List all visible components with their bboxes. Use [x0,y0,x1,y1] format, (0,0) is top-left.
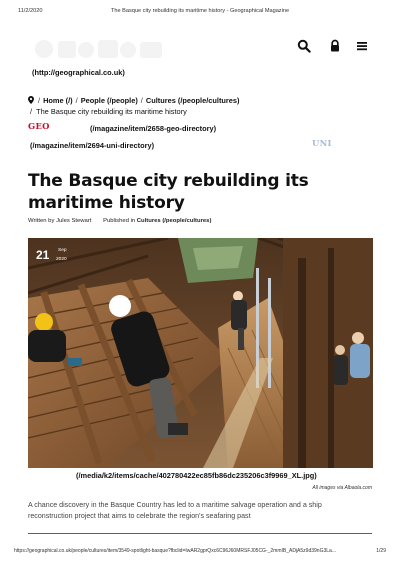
category-link[interactable]: Cultures (/people/cultures) [136,218,212,224]
menu-icon[interactable] [355,39,369,53]
author-name: Jules Stewart [56,218,92,224]
geo-directory-badge[interactable]: GEO [28,121,50,131]
print-url: https://geographical.co.uk/people/cultures/item/3549-spotlight-basque?fbclid=IwAR2gprQxc6C96J60MRSFJ05CG-_2mmIB_ADjA5z9d39nG3La... [14,548,336,554]
section-divider [28,533,372,534]
map-pin-icon [28,96,34,104]
breadcrumb: / Home (/) / People (/people) / Cultures (/people/cultures) [28,95,240,107]
image-credit: All images via Albaola.com [312,485,372,491]
breadcrumb-people[interactable]: People (/people) [80,96,138,105]
print-date: 11/2/2020 [18,8,43,14]
uni-directory-badge[interactable]: UNI [312,138,332,148]
print-title: The Basque city rebuilding its maritime history - Geographical Magazine [110,8,290,14]
print-header [18,8,382,18]
date-month: Sep [58,248,67,253]
date-year: 2020 [56,257,67,262]
article-title: The Basque city rebuilding its maritime history [28,171,309,213]
article-byline [28,218,211,224]
breadcrumb-home[interactable]: Home (/) [43,96,73,105]
site-logo[interactable] [32,36,172,62]
geo-directory-link[interactable]: (/magazine/item/2658-geo-directory) [90,124,217,133]
published-label: Published in [103,218,136,224]
breadcrumb-cultures[interactable]: Cultures (/people/cultures) [145,96,240,105]
breadcrumb-current-row: / The Basque city rebuilding its maritime history [30,107,187,116]
hero-image-link[interactable]: (/media/k2/items/cache/402780422ec85fb86dc235206c3f9969_XL.jpg) [76,471,317,480]
uni-directory-link[interactable]: (/magazine/item/2694-uni-directory) [30,141,155,150]
date-day: 21 [36,248,50,262]
search-icon[interactable] [297,39,311,53]
print-page-number: 1/29 [376,548,386,554]
written-by-label: Written by [28,218,55,224]
breadcrumb-current: The Basque city rebuilding its maritime history [36,107,187,116]
lock-icon[interactable] [328,39,342,53]
site-home-link[interactable]: (http://geographical.co.uk) [32,68,125,77]
article-summary: A chance discovery in the Basque Country has led to a maritime salvage operation and a ship reconstruction project that aims to celebrate the region's seafaring past [28,501,322,520]
article-hero-image[interactable] [28,238,373,468]
